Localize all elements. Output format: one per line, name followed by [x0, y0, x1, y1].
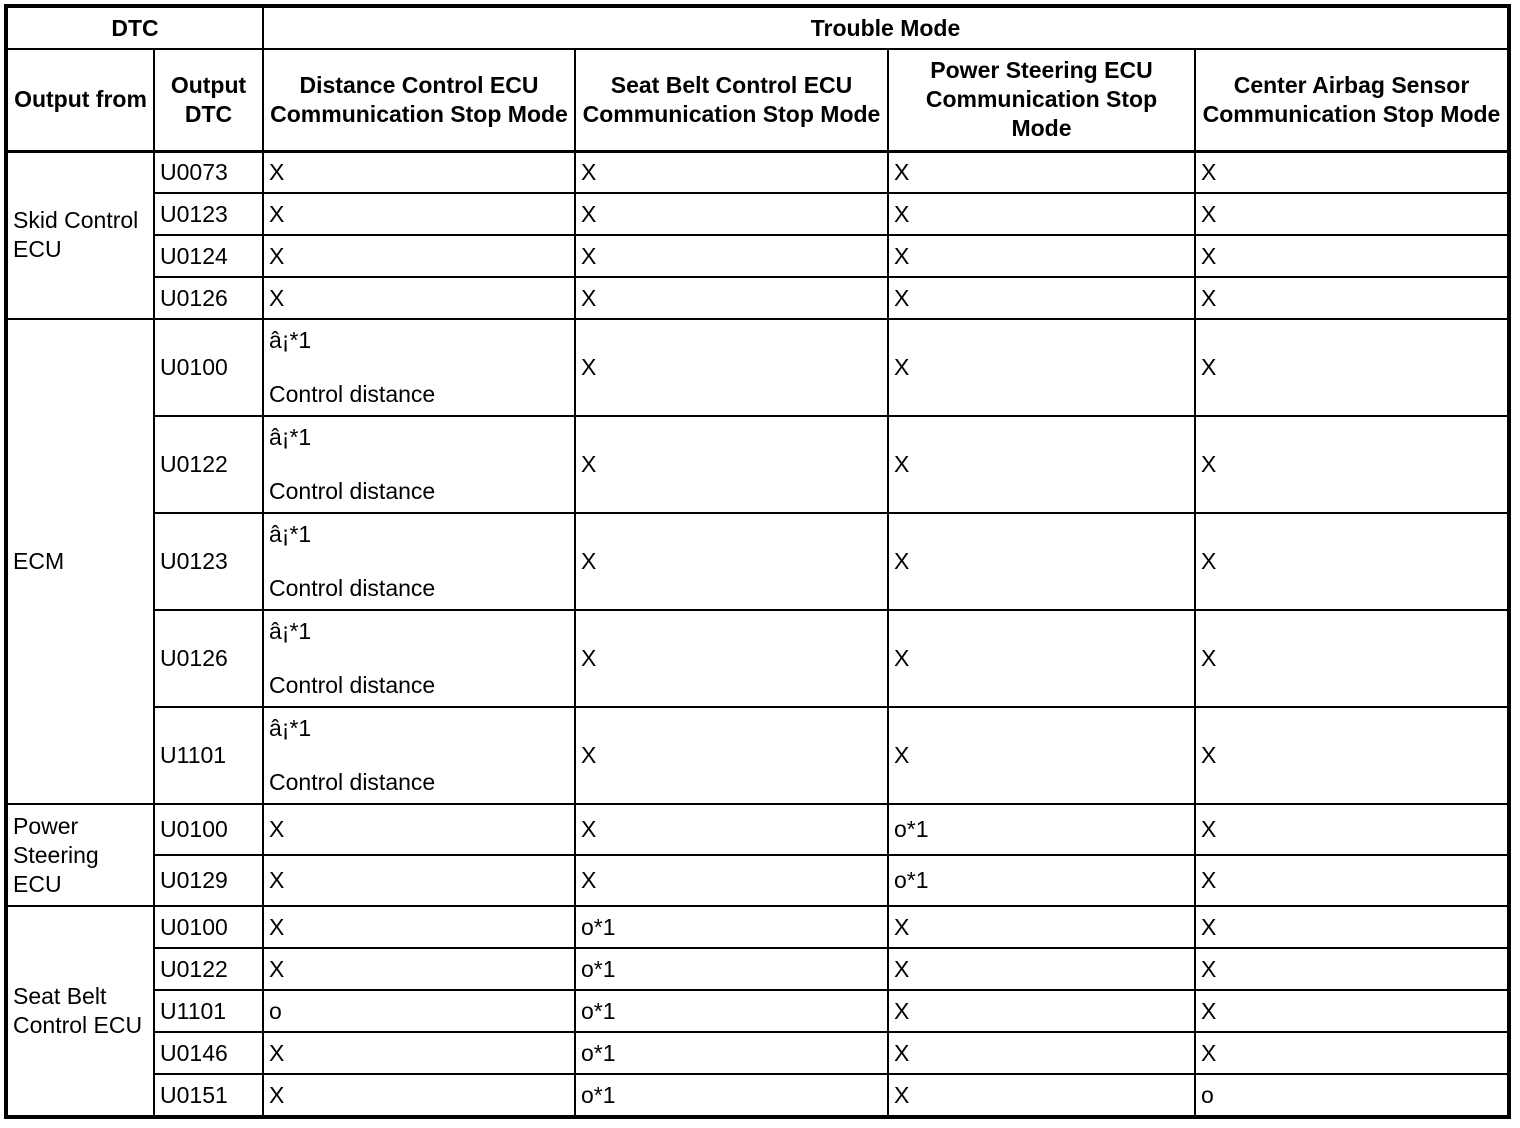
- table-row: [7, 193, 1508, 235]
- mode-cell: X: [1195, 855, 1508, 906]
- table-row: [7, 513, 1508, 610]
- dtc-code: U0124: [154, 235, 263, 277]
- dtc-code: U0151: [154, 1074, 263, 1116]
- mode-cell: o*1: [575, 1032, 888, 1074]
- mode-cell: X: [263, 906, 575, 948]
- header-dtc: DTC: [7, 7, 263, 49]
- dtc-code: U0126: [154, 610, 263, 707]
- mode-cell: o*1: [575, 948, 888, 990]
- mode-note: Control distance: [269, 381, 436, 407]
- mode-cell: X: [1195, 948, 1508, 990]
- mode-cell: X: [1195, 319, 1508, 416]
- mode-cell: X: [575, 416, 888, 513]
- mode-symbol: â¡*1: [269, 618, 312, 644]
- mode-cell: X: [263, 151, 575, 193]
- mode-cell: o*1: [575, 1074, 888, 1116]
- mode-cell: X: [1195, 235, 1508, 277]
- mode-cell: X: [1195, 804, 1508, 855]
- dtc-code: U0126: [154, 277, 263, 319]
- mode-cell: X: [263, 855, 575, 906]
- mode-cell: X: [888, 707, 1195, 804]
- output-from-cell: Skid Control ECU: [7, 151, 154, 319]
- mode-cell: X: [1195, 906, 1508, 948]
- mode-cell: X: [263, 193, 575, 235]
- mode-cell: o*1: [888, 855, 1195, 906]
- table-row: [7, 416, 1508, 513]
- mode-cell: X: [888, 235, 1195, 277]
- table-row: [7, 319, 1508, 416]
- mode-cell: X: [575, 804, 888, 855]
- mode-symbol: â¡*1: [269, 424, 312, 450]
- mode-cell: X: [888, 1074, 1195, 1116]
- mode-cell: X: [888, 1032, 1195, 1074]
- dtc-code: U0123: [154, 193, 263, 235]
- mode-cell: X: [575, 319, 888, 416]
- mode-cell-note: [263, 513, 575, 610]
- table-row: [7, 235, 1508, 277]
- table-row: [7, 1032, 1508, 1074]
- mode-cell: X: [575, 707, 888, 804]
- mode-cell: X: [888, 277, 1195, 319]
- mode-cell: X: [263, 235, 575, 277]
- mode-symbol: â¡*1: [269, 715, 312, 741]
- mode-cell: o*1: [575, 990, 888, 1032]
- mode-cell: X: [888, 610, 1195, 707]
- mode-cell: X: [263, 277, 575, 319]
- mode-cell: X: [888, 416, 1195, 513]
- table-row: [7, 804, 1508, 855]
- mode-cell: X: [888, 319, 1195, 416]
- mode-cell: X: [575, 513, 888, 610]
- table-row: [7, 855, 1508, 906]
- table-row: [7, 151, 1508, 193]
- header-trouble-mode: Trouble Mode: [263, 7, 1508, 49]
- mode-note: Control distance: [269, 575, 436, 601]
- table-row: [7, 707, 1508, 804]
- table-row: [7, 277, 1508, 319]
- mode-note: Control distance: [269, 769, 436, 795]
- table-row: [7, 990, 1508, 1032]
- mode-cell-note: [263, 319, 575, 416]
- header-output-dtc: Output DTC: [154, 49, 263, 151]
- header-mode-power-steering: Power Steering ECU Communication Stop Mode: [888, 49, 1195, 151]
- mode-symbol: â¡*1: [269, 327, 312, 353]
- mode-cell: X: [888, 193, 1195, 235]
- dtc-code: U1101: [154, 990, 263, 1032]
- mode-cell: X: [1195, 1032, 1508, 1074]
- mode-cell: X: [575, 193, 888, 235]
- mode-cell: X: [1195, 193, 1508, 235]
- mode-cell-note: [263, 610, 575, 707]
- mode-note: Control distance: [269, 672, 436, 698]
- mode-cell: X: [1195, 416, 1508, 513]
- dtc-code: U0100: [154, 906, 263, 948]
- dtc-code: U0100: [154, 804, 263, 855]
- table-row: [7, 1074, 1508, 1116]
- mode-cell: X: [575, 151, 888, 193]
- mode-cell: X: [1195, 151, 1508, 193]
- dtc-code: U0122: [154, 948, 263, 990]
- mode-cell: X: [888, 513, 1195, 610]
- dtc-code: U0073: [154, 151, 263, 193]
- mode-cell: X: [263, 948, 575, 990]
- header-output-from: Output from: [7, 49, 154, 151]
- mode-cell: X: [888, 990, 1195, 1032]
- mode-cell: X: [1195, 277, 1508, 319]
- output-from-cell: Power Steering ECU: [7, 804, 154, 906]
- header-mode-seat-belt: Seat Belt Control ECU Communication Stop Mode: [575, 49, 888, 151]
- table-row: [7, 906, 1508, 948]
- mode-cell: X: [263, 1032, 575, 1074]
- mode-cell-note: [263, 416, 575, 513]
- output-from-cell: ECM: [7, 319, 154, 804]
- mode-cell: X: [263, 804, 575, 855]
- mode-cell: X: [575, 235, 888, 277]
- table-row: [7, 948, 1508, 990]
- mode-note: Control distance: [269, 478, 436, 504]
- dtc-code: U0146: [154, 1032, 263, 1074]
- mode-cell: X: [1195, 513, 1508, 610]
- dtc-code: U0122: [154, 416, 263, 513]
- mode-cell: X: [888, 948, 1195, 990]
- dtc-code: U0100: [154, 319, 263, 416]
- output-from-cell: Seat Belt Control ECU: [7, 906, 154, 1116]
- mode-cell: X: [888, 151, 1195, 193]
- mode-cell: X: [1195, 610, 1508, 707]
- dtc-code: U0123: [154, 513, 263, 610]
- dtc-trouble-mode-table: [6, 6, 1509, 1117]
- table-row: [7, 610, 1508, 707]
- mode-symbol: â¡*1: [269, 521, 312, 547]
- mode-cell-note: [263, 707, 575, 804]
- dtc-code: U1101: [154, 707, 263, 804]
- dtc-code: U0129: [154, 855, 263, 906]
- mode-cell: o: [1195, 1074, 1508, 1116]
- mode-cell: o*1: [888, 804, 1195, 855]
- mode-cell: o*1: [575, 906, 888, 948]
- mode-cell: X: [575, 610, 888, 707]
- mode-cell: X: [575, 855, 888, 906]
- mode-cell: X: [1195, 707, 1508, 804]
- mode-cell: X: [263, 1074, 575, 1116]
- mode-cell: X: [888, 906, 1195, 948]
- mode-cell: X: [1195, 990, 1508, 1032]
- mode-cell: X: [575, 277, 888, 319]
- mode-cell: o: [263, 990, 575, 1032]
- header-mode-center-airbag: Center Airbag Sensor Communication Stop Mode: [1195, 49, 1508, 151]
- header-mode-distance-control: Distance Control ECU Communication Stop Mode: [263, 49, 575, 151]
